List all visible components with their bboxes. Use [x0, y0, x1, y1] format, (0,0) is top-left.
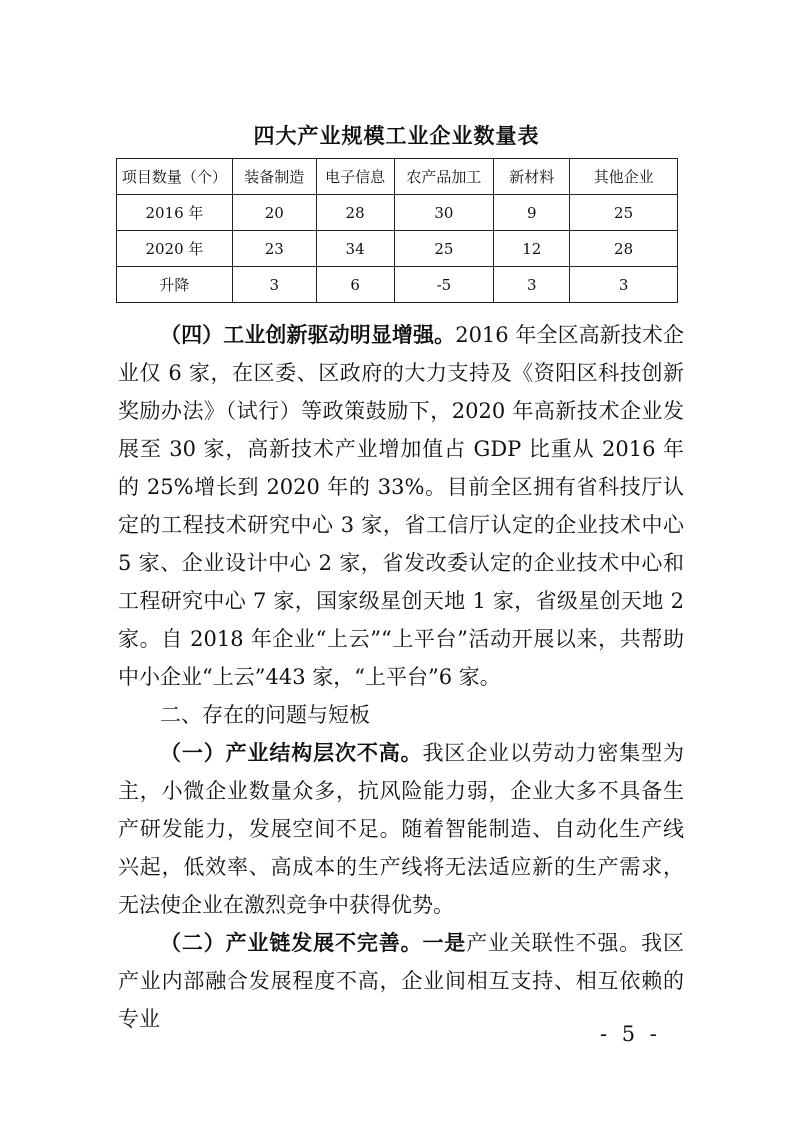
table-cell: 28: [570, 231, 678, 267]
row-label: 2016 年: [117, 195, 233, 231]
paragraph-text: 2016 年全区高新技术企业仅 6 家，在区委、区政府的大力支持及《资阳区科技创新奖励办法》（试行）等政策鼓励下，2020 年高新技术企业发展至 30 家，高新技术产业增加值占 GDP 比重从 2016 年的 25%增长到 2020 年的 33%。目前全区拥有省科技厅认定的工程技术研究中心 3 家，省工信厅认定的企业技术中心 5 家、企业设计中心 2 家，省发改委认定的企业技术中心和工程研究中心 7 家，国家级星创天地 1 家，省级星创天地 2 家。自 2018 年企业“上云”“上平台”活动开展以来，共帮助中小企业“上云”443 家，“上平台”6 家。: [118, 323, 685, 689]
section-heading: 二、存在的问题与短板: [160, 703, 370, 727]
paragraph-sublead: 一是: [422, 931, 467, 955]
table-cell: 28: [316, 195, 394, 231]
table-cell: 25: [570, 195, 678, 231]
table-cell: 25: [394, 231, 494, 267]
header-cell-item: 项目数量（个）: [117, 159, 233, 195]
table-cell: 3: [570, 267, 678, 303]
table-title: 四大产业规模工业企业数量表: [253, 124, 540, 148]
table-row: [117, 267, 678, 303]
header-cell-equipment: 装备制造: [232, 159, 316, 195]
paragraph-text: 产业关联性不强。我区产业内部融合发展程度不高，企业间相互支持、相互依赖的专业: [118, 931, 685, 1031]
header-cell-new-materials: 新材料: [494, 159, 570, 195]
table-cell: 3: [494, 267, 570, 303]
header-cell-electronics: 电子信息: [316, 159, 394, 195]
header-cell-agri-processing: 农产品加工: [394, 159, 494, 195]
paragraph-lead: （二）产业链发展不完善。: [160, 931, 423, 955]
paragraph-innovation: [118, 316, 684, 696]
paragraph-chain: [118, 924, 684, 1038]
table-header-row: [117, 159, 678, 195]
paragraph-lead: （四）工业创新驱动明显增强。: [160, 323, 456, 347]
body-text: [118, 316, 684, 1038]
table-row: [117, 231, 678, 267]
table-cell: 34: [316, 231, 394, 267]
table-cell: 6: [316, 267, 394, 303]
table-cell: 20: [232, 195, 316, 231]
header-cell-other: 其他企业: [570, 159, 678, 195]
row-label: 2020 年: [117, 231, 233, 267]
table-cell: 23: [232, 231, 316, 267]
row-label: 升降: [117, 267, 233, 303]
table-row: [117, 195, 678, 231]
industry-enterprise-table: [116, 158, 678, 303]
table-cell: -5: [394, 267, 494, 303]
table-cell: 9: [494, 195, 570, 231]
table-cell: 12: [494, 231, 570, 267]
paragraph-structure: [118, 734, 684, 924]
paragraph-text: 我区企业以劳动力密集型为主，小微企业数量众多，抗风险能力弱，企业大多不具备生产研发能力，发展空间不足。随着智能制造、自动化生产线兴起，低效率、高成本的生产线将无法适应新的生产需求，无法使企业在激烈竞争中获得优势。: [118, 741, 685, 917]
table-cell: 3: [232, 267, 316, 303]
table-cell: 30: [394, 195, 494, 231]
page-number: - 5 -: [600, 1022, 661, 1046]
paragraph-lead: （一）产业结构层次不高。: [160, 741, 423, 765]
